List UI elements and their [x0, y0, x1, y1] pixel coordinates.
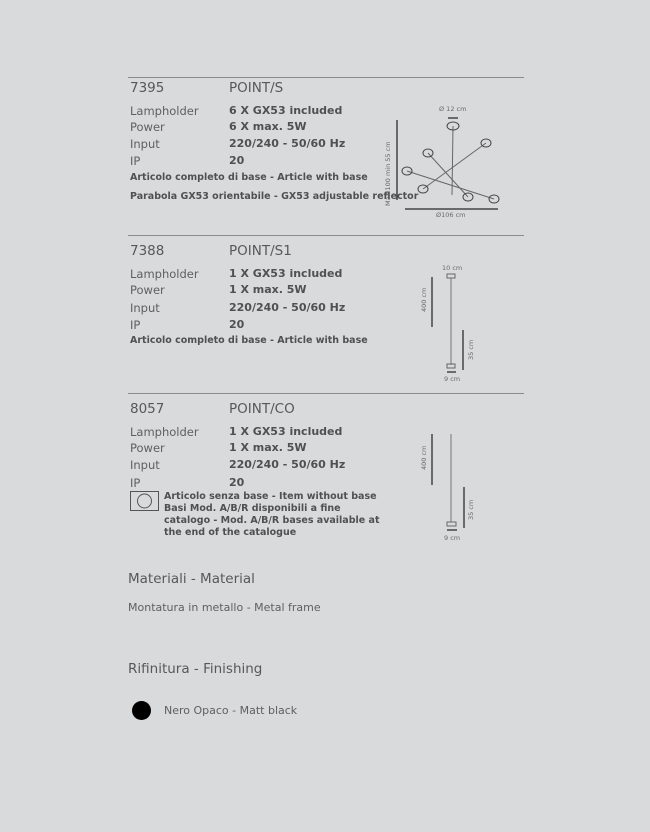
finishing-title: Rifinitura - Finishing [128, 661, 263, 677]
dimension-top: 10 cm [442, 264, 463, 272]
product-model: POINT/S [229, 80, 284, 96]
no-base-icon [130, 491, 160, 512]
pendant-drawing [410, 420, 510, 550]
divider [128, 393, 524, 394]
dimension-cable: 400 cm [420, 445, 428, 470]
spec-label: Input [130, 458, 160, 472]
spec-value: 20 [229, 476, 245, 489]
spec-value: 1 X GX53 included [229, 267, 343, 280]
product-note: Parabola GX53 orientabile - GX53 adjustable reflector [130, 191, 419, 202]
dimension-width: Ø106 cm [436, 211, 466, 219]
product-note: Articolo senza base - Item without base [164, 491, 377, 502]
material-text: Montatura in metallo - Metal frame [128, 601, 321, 614]
spec-label: Power [130, 441, 165, 455]
color-swatch-black [132, 701, 151, 720]
product-code: 8057 [130, 401, 165, 417]
spec-value: 20 [229, 318, 245, 331]
finishing-label: Nero Opaco - Matt black [164, 704, 298, 717]
spec-label: Lampholder [130, 267, 199, 281]
dimension-height: Max 100 min 55 cm [384, 141, 392, 206]
product-model: POINT/CO [229, 401, 295, 417]
material-title: Materiali - Material [128, 571, 255, 587]
dimension-body: 35 cm [467, 499, 475, 520]
pendant-drawing [410, 255, 510, 390]
spec-label: Lampholder [130, 425, 199, 439]
product-note: Articolo completo di base - Article with base [130, 335, 368, 346]
spec-value: 1 X GX53 included [229, 425, 343, 438]
spec-label: Lampholder [130, 104, 199, 118]
spec-value: 6 X GX53 included [229, 104, 343, 117]
spec-label: Power [130, 120, 165, 134]
dimension-body: 35 cm [467, 339, 475, 360]
product-note: Articolo completo di base - Article with base [130, 172, 368, 183]
chandelier-drawing [375, 95, 525, 225]
spec-value: 1 X max. 5W [229, 283, 307, 296]
spec-label: Input [130, 301, 160, 315]
spec-value: 220/240 - 50/60 Hz [229, 137, 346, 150]
spec-value: 220/240 - 50/60 Hz [229, 458, 346, 471]
spec-label: IP [130, 476, 141, 490]
spec-value: 1 X max. 5W [229, 441, 307, 454]
spec-label: IP [130, 154, 141, 168]
product-note: Basi Mod. A/B/R disponibili a fine catalogo - Mod. A/B/R bases available at the end of the catalogue [164, 503, 380, 538]
spec-value: 6 X max. 5W [229, 120, 307, 133]
spec-label: Power [130, 283, 165, 297]
dimension-bottom: 9 cm [444, 375, 461, 383]
spec-label: IP [130, 318, 141, 332]
product-code: 7395 [130, 80, 165, 96]
dimension-bottom: 9 cm [444, 534, 461, 542]
dimension-top: Ø 12 cm [439, 105, 467, 113]
divider [128, 235, 524, 236]
product-code: 7388 [130, 243, 165, 259]
spec-value: 220/240 - 50/60 Hz [229, 301, 346, 314]
divider [128, 77, 524, 78]
spec-label: Input [130, 137, 160, 151]
spec-value: 20 [229, 154, 245, 167]
dimension-cable: 400 cm [420, 287, 428, 312]
product-model: POINT/S1 [229, 243, 292, 259]
